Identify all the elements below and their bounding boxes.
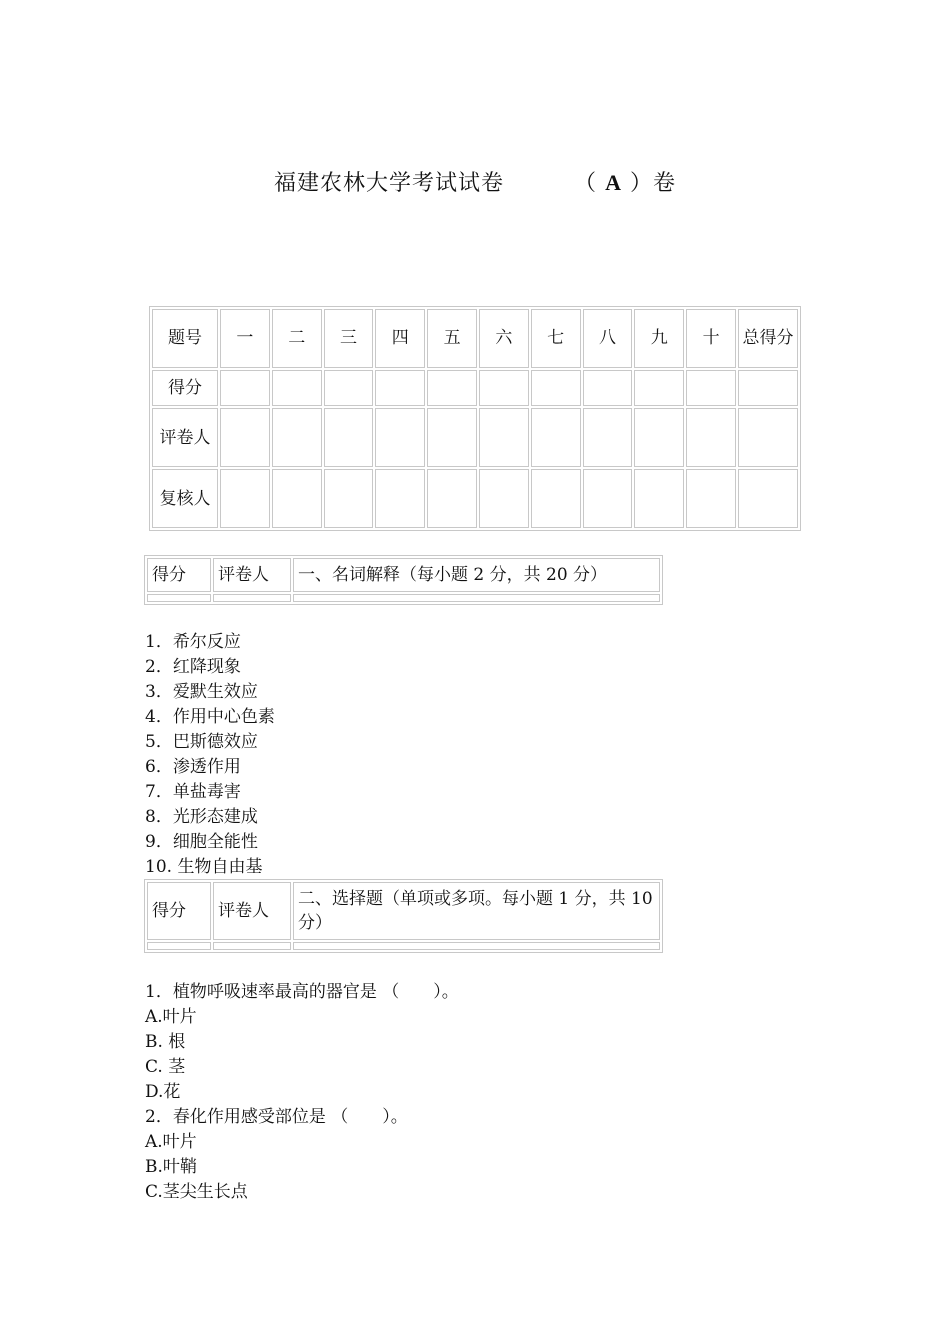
paper-close: ）卷	[629, 171, 676, 196]
grader-cell[interactable]	[324, 408, 374, 467]
option-item: A.叶片	[145, 1007, 197, 1027]
term-item: 1．希尔反应	[145, 632, 241, 652]
section2-header-table	[144, 879, 663, 953]
grader-cell[interactable]	[738, 408, 798, 467]
option-item: C.茎尖生长点	[145, 1182, 248, 1202]
header-cell: 一	[220, 309, 270, 368]
section1-score-label: 得分	[147, 558, 211, 592]
section1-grader-label: 评卷人	[213, 558, 291, 592]
reviewer-cell[interactable]	[272, 469, 322, 528]
grader-cell[interactable]	[583, 408, 633, 467]
term-item: 8．光形态建成	[145, 807, 258, 827]
grader-cell[interactable]	[686, 408, 736, 467]
reviewer-cell[interactable]	[220, 469, 270, 528]
score-row	[152, 370, 798, 407]
reviewer-cell[interactable]	[324, 469, 374, 528]
grader-cell[interactable]	[272, 408, 322, 467]
term-item: 3．爱默生效应	[145, 682, 258, 702]
score-table	[149, 306, 801, 531]
section1-header-table	[144, 555, 663, 605]
section1-grader-input[interactable]	[213, 594, 291, 602]
exam-title-text: 福建农林大学考试试卷	[274, 171, 505, 196]
score-cell[interactable]	[583, 370, 633, 407]
score-cell[interactable]	[324, 370, 374, 407]
option-item: C. 茎	[145, 1057, 186, 1077]
score-cell[interactable]	[738, 370, 798, 407]
question-stem: 1．植物呼吸速率最高的器官是 （ ）。	[145, 982, 459, 1002]
header-cell: 总得分	[738, 309, 798, 368]
header-cell: 四	[375, 309, 425, 368]
term-item: 4．作用中心色素	[145, 707, 275, 727]
reviewer-cell[interactable]	[427, 469, 477, 528]
reviewer-row	[152, 469, 798, 528]
reviewer-cell[interactable]	[583, 469, 633, 528]
header-cell: 五	[427, 309, 477, 368]
score-cell[interactable]	[220, 370, 270, 407]
score-cell[interactable]	[686, 370, 736, 407]
grader-cell[interactable]	[479, 408, 529, 467]
term-item: 10. 生物自由基	[145, 857, 263, 877]
score-cell[interactable]	[479, 370, 529, 407]
reviewer-cell[interactable]	[634, 469, 684, 528]
header-cell: 题号	[152, 309, 218, 368]
option-item: D.花	[145, 1082, 181, 1102]
score-cell[interactable]	[634, 370, 684, 407]
row-label: 复核人	[152, 469, 218, 528]
paper-open: （	[574, 171, 598, 196]
header-cell: 七	[531, 309, 581, 368]
header-cell: 八	[583, 309, 633, 368]
term-item: 7．单盐毒害	[145, 782, 241, 802]
section1-score-input[interactable]	[147, 594, 211, 602]
section2-score-input[interactable]	[147, 942, 211, 950]
row-label: 得分	[152, 370, 218, 407]
grader-cell[interactable]	[634, 408, 684, 467]
term-item: 6．渗透作用	[145, 757, 241, 777]
terms-list	[145, 630, 275, 880]
section2-grader-label: 评卷人	[213, 882, 291, 940]
section1-title: 一、名词解释（每小题 2 分，共 20 分）	[293, 558, 660, 592]
grader-cell[interactable]	[531, 408, 581, 467]
exam-title	[0, 166, 950, 197]
header-cell: 六	[479, 309, 529, 368]
grader-row	[152, 408, 798, 467]
reviewer-cell[interactable]	[375, 469, 425, 528]
score-cell[interactable]	[531, 370, 581, 407]
term-item: 5．巴斯德效应	[145, 732, 258, 752]
header-cell: 十	[686, 309, 736, 368]
section1-blank	[293, 594, 660, 602]
option-item: B.叶鞘	[145, 1157, 197, 1177]
question-stem: 2．春化作用感受部位是 （ ）。	[145, 1107, 408, 1127]
option-item: A.叶片	[145, 1132, 197, 1152]
score-cell[interactable]	[427, 370, 477, 407]
reviewer-cell[interactable]	[479, 469, 529, 528]
score-cell[interactable]	[375, 370, 425, 407]
section2-title: 二、选择题（单项或多项。每小题 1 分，共 10 分）	[293, 882, 660, 940]
term-item: 2．红降现象	[145, 657, 241, 677]
reviewer-cell[interactable]	[531, 469, 581, 528]
section2-blank	[293, 942, 660, 950]
grader-cell[interactable]	[427, 408, 477, 467]
section2-score-label: 得分	[147, 882, 211, 940]
score-table-header-row	[152, 309, 798, 368]
row-label: 评卷人	[152, 408, 218, 467]
grader-cell[interactable]	[220, 408, 270, 467]
grader-cell[interactable]	[375, 408, 425, 467]
paper-letter: A	[605, 170, 622, 195]
header-cell: 九	[634, 309, 684, 368]
option-item: B. 根	[145, 1032, 186, 1052]
reviewer-cell[interactable]	[686, 469, 736, 528]
header-cell: 二	[272, 309, 322, 368]
term-item: 9．细胞全能性	[145, 832, 258, 852]
questions-list	[145, 980, 459, 1205]
reviewer-cell[interactable]	[738, 469, 798, 528]
score-cell[interactable]	[272, 370, 322, 407]
section2-grader-input[interactable]	[213, 942, 291, 950]
header-cell: 三	[324, 309, 374, 368]
